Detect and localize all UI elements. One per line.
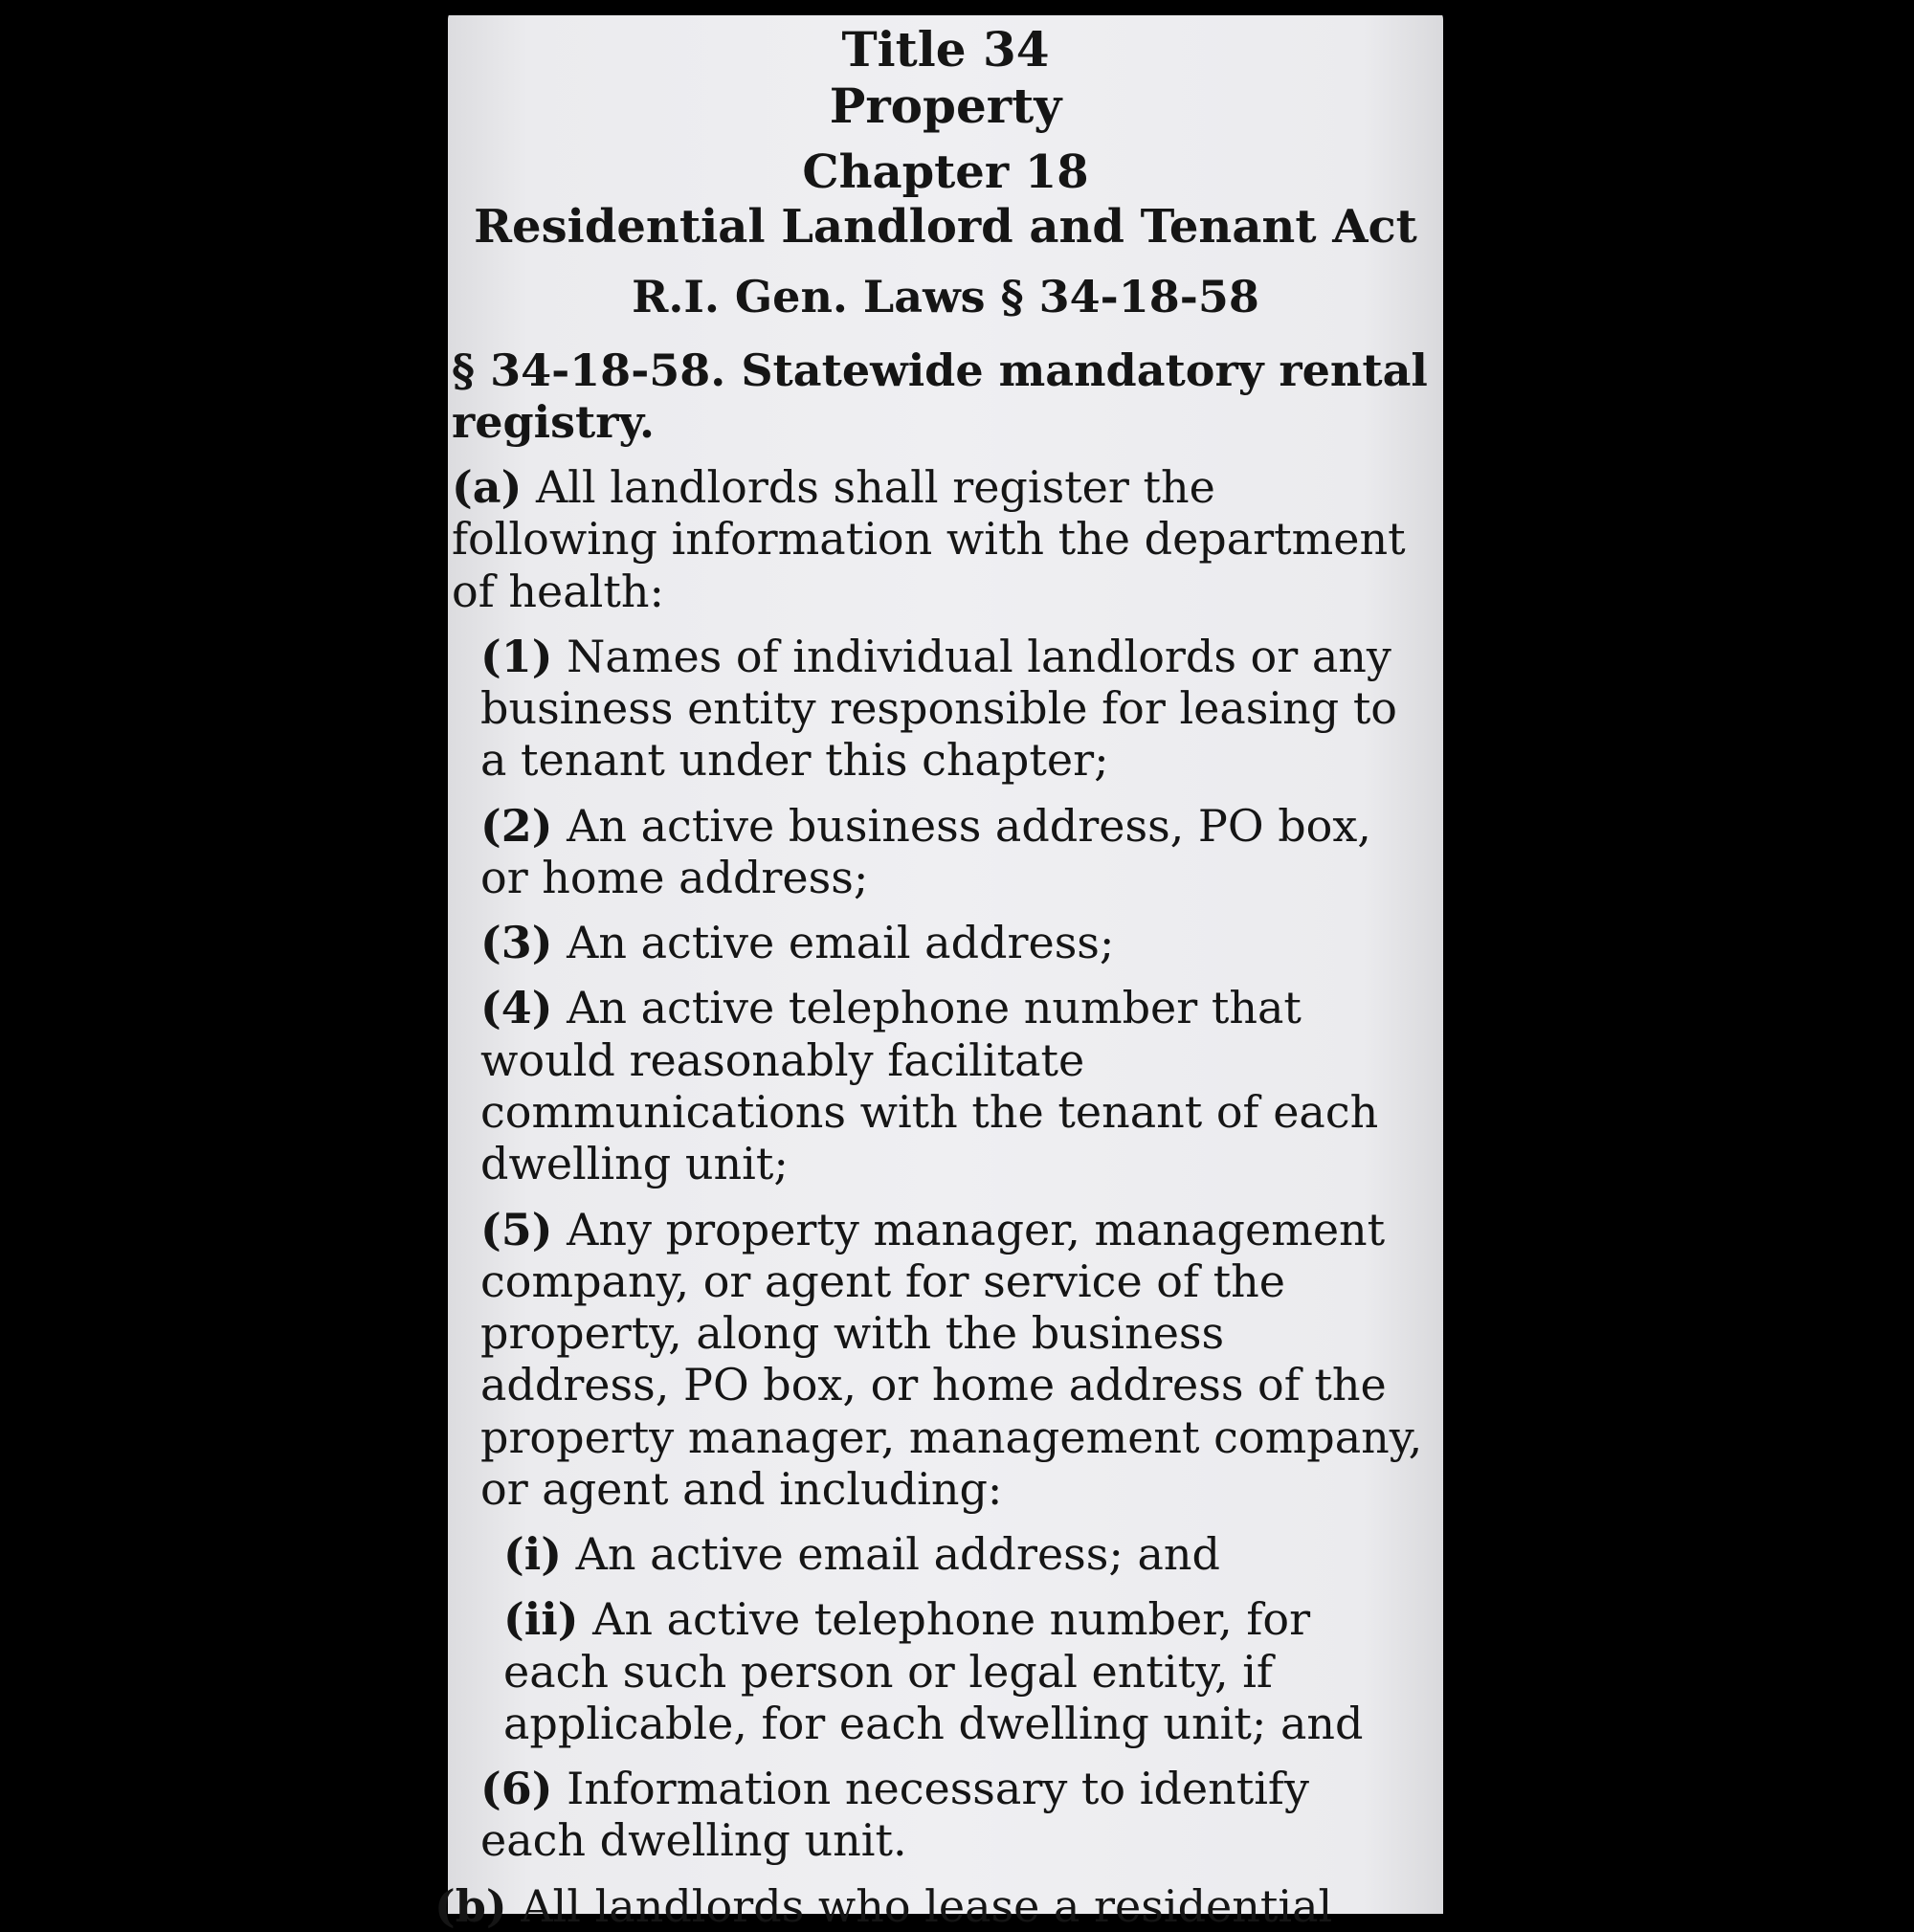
citation: R.I. Gen. Laws § 34-18-58 (632, 271, 1259, 323)
paragraph-text: Any property manager, management company, or agent for service of the property, along with the business address, PO box, or home address of the property manager, management company, or agent and including: (480, 1203, 1423, 1515)
paragraph-text: All landlords shall register the following information with the department of health: (452, 461, 1406, 617)
law-document[interactable] (434, 10, 1443, 1932)
paragraph-2 (480, 800, 1424, 904)
paragraph-text: An active telephone number that would reasonably facilitate communications with the tenant of each dwelling unit; (480, 982, 1379, 1190)
paragraph-label: (1) (480, 630, 553, 682)
paragraph-i (503, 1528, 1424, 1580)
paragraph-text: An active business address, PO box, or home address; (480, 799, 1371, 903)
chapter-line: Chapter 18 (802, 145, 1089, 199)
paragraph-5 (480, 1204, 1424, 1516)
paragraph-ii (503, 1593, 1424, 1749)
paragraph-label: (4) (480, 982, 553, 1034)
paragraph-label: (6) (480, 1763, 553, 1815)
paragraph-4 (480, 982, 1424, 1189)
paragraph-label: (a) (452, 461, 523, 514)
paragraph-label: (5) (480, 1203, 553, 1255)
paragraph-3 (480, 917, 1424, 968)
paragraph-text: Names of individual landlords or any business entity responsible for leasing to a tenant under this chapter; (480, 630, 1398, 787)
title-name: Property (829, 78, 1062, 134)
paragraph-label: (b) (434, 1879, 507, 1932)
paragraph-label: (i) (503, 1528, 563, 1581)
paragraph-text: An active email address; (552, 917, 1115, 969)
paragraph-b (434, 1880, 1424, 1932)
paragraph-text: All landlords who lease a residential (506, 1879, 1333, 1932)
paragraph-text: Information necessary to identify each dwelling unit. (480, 1763, 1309, 1867)
section-heading: § 34-18-58. Statewide mandatory rental registry. (452, 344, 1428, 448)
paragraph-label: (ii) (503, 1593, 579, 1646)
paragraph-text: An active email address; and (562, 1528, 1220, 1581)
paragraph-a (452, 461, 1424, 617)
phone-screen (434, 10, 1443, 1932)
paragraph-6 (480, 1763, 1424, 1867)
paragraph-1 (480, 631, 1424, 787)
paragraph-text: An active telephone number, for each such person or legal entity, if applicable, for each dwelling unit; and (503, 1593, 1364, 1749)
title-line: Title 34 (841, 21, 1050, 78)
paragraph-label: (3) (480, 917, 553, 969)
paragraph-label: (2) (480, 799, 553, 852)
chapter-name: Residential Landlord and Tenant Act (474, 199, 1417, 254)
